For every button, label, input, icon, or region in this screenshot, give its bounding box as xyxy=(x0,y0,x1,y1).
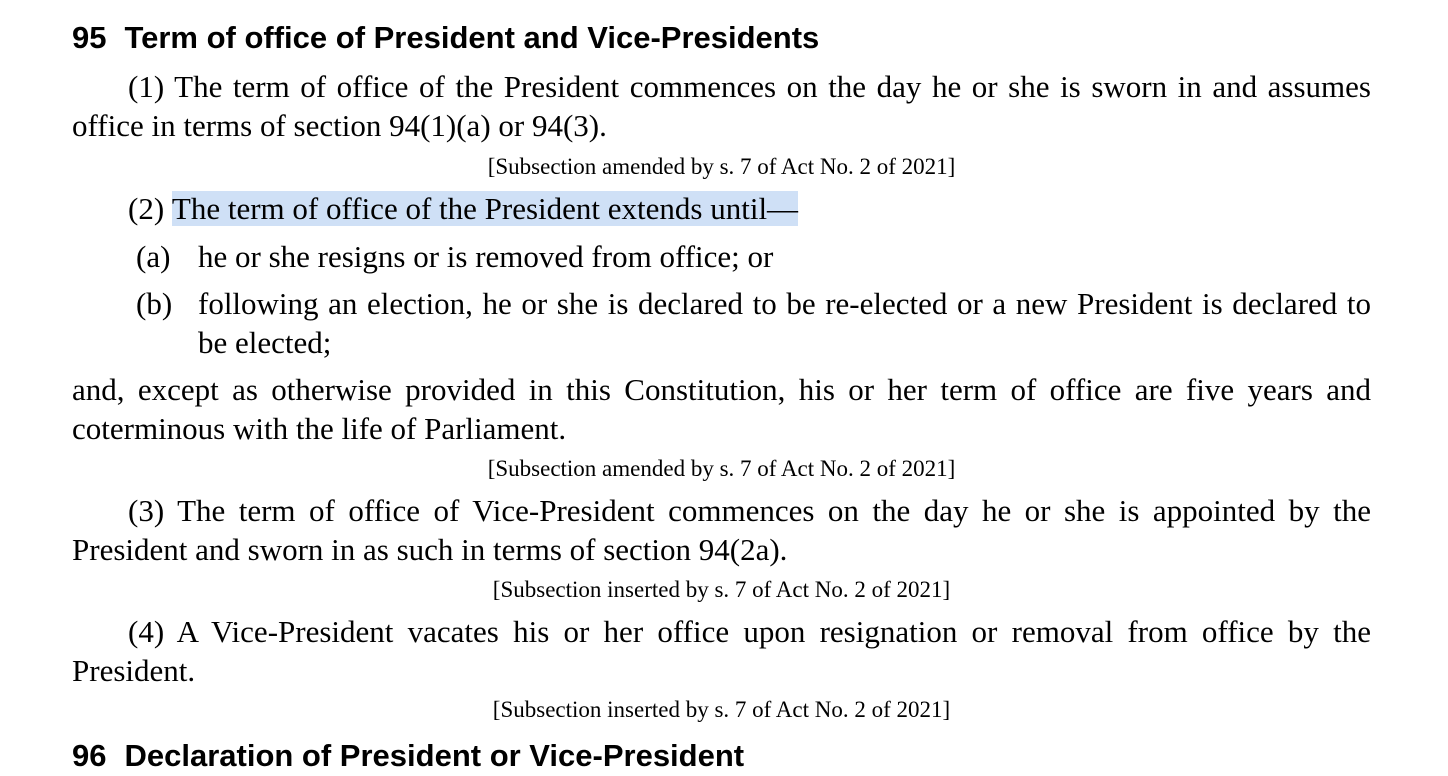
item-a-label: (a) xyxy=(136,239,171,274)
subsection-4-insertion-note: [Subsection inserted by s. 7 of Act No. 2 of 2021] xyxy=(492,697,951,722)
item-b-label: (b) xyxy=(136,286,173,321)
subsection-3: (3) The term of office of Vice-President commences on the day he or she is appointed by the President and sworn in as such in terms of section 94(2a). xyxy=(72,493,1371,567)
selected-text[interactable]: The term of office of the President extends until— xyxy=(171,191,799,226)
subsection-2-amendment-note: [Subsection amended by s. 7 of Act No. 2 of 2021] xyxy=(487,456,956,481)
subsection-2-label: (2) xyxy=(128,191,165,226)
subsection-1-amendment-note: [Subsection amended by s. 7 of Act No. 2 of 2021] xyxy=(487,154,956,179)
item-a-text: he or she resigns or is removed from office; or xyxy=(198,239,774,274)
section-95-heading xyxy=(72,18,819,58)
next-section-number: 96 xyxy=(72,738,107,773)
subsection-1: (1) The term of office of the President commences on the day he or she is sworn in and assumes office in terms of section 94(1)(a) or 94(3). xyxy=(72,69,1371,143)
section-number: 95 xyxy=(72,20,107,55)
subsection-2-tail: and, except as otherwise provided in this Constitution, his or her term of office are five years and coterminous with the life of Parliament. xyxy=(72,372,1371,446)
section-96-heading xyxy=(72,736,744,776)
section-title: Term of office of President and Vice-Presidents xyxy=(124,20,820,55)
subsection-2-item-a xyxy=(136,237,1371,276)
subsection-2-lead xyxy=(72,189,1371,228)
subsection-4: (4) A Vice-President vacates his or her office upon resignation or removal from office by the President. xyxy=(72,614,1371,688)
item-b-text: following an election, he or she is declared to be re-elected or a new President is declared to be elected; xyxy=(198,286,1371,360)
subsection-3-insertion-note: [Subsection inserted by s. 7 of Act No. 2 of 2021] xyxy=(492,577,951,602)
document-page xyxy=(72,0,1371,773)
subsection-2-item-b xyxy=(136,284,1371,362)
next-section-title: Declaration of President or Vice-President xyxy=(124,738,745,773)
